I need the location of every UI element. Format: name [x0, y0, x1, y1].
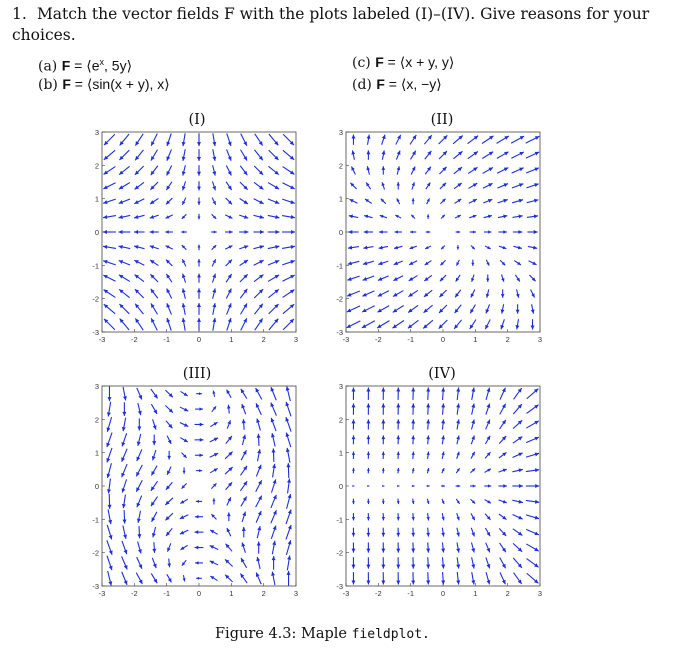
plot-frame: [346, 132, 540, 332]
choice-equation-rest: , 5y⟩: [104, 57, 133, 74]
x-tick-label: 1: [473, 589, 478, 598]
x-tick-label: 2: [261, 589, 266, 598]
x-tick-label: -1: [163, 589, 171, 598]
plot-title-IV: (IV): [428, 366, 456, 382]
choice-equation: = ⟨x + y, y⟩: [383, 54, 455, 70]
choice-label: (c): [352, 55, 371, 71]
x-tick-label: -1: [407, 335, 415, 344]
y-tick-label: 1: [338, 448, 343, 458]
x-tick-label: 2: [261, 335, 266, 344]
x-tick-label: 3: [293, 589, 299, 598]
y-tick-label: 1: [94, 448, 99, 458]
y-tick-label: 1: [338, 194, 343, 204]
x-tick-label: 2: [505, 589, 510, 598]
y-tick-label: 0: [338, 482, 343, 491]
y-tick-label: -3: [92, 328, 99, 337]
y-tick-label: -1: [336, 515, 343, 525]
problem-statement: [12, 4, 692, 46]
y-tick-label: 3: [94, 382, 99, 391]
choice-equation: = ⟨x, −y⟩: [384, 76, 442, 92]
y-tick-label: -1: [336, 261, 343, 271]
x-tick-label: 3: [537, 335, 543, 344]
x-tick-label: 0: [196, 335, 202, 344]
y-tick-label: 0: [94, 228, 99, 237]
y-tick-label: -2: [92, 294, 99, 304]
x-tick-label: 3: [537, 589, 543, 598]
plot-title-I: (I): [188, 112, 206, 128]
plot-title-II: (II): [430, 112, 454, 128]
choice-label: (a): [38, 58, 58, 75]
choice-superscript: x: [99, 57, 104, 67]
choice-equation: = ⟨e: [70, 57, 100, 74]
x-tick-label: -2: [130, 589, 138, 598]
choice-label: (b): [38, 77, 58, 93]
choice-d: [352, 74, 442, 96]
choice-vector: F: [375, 54, 384, 70]
y-tick-label: 3: [338, 382, 343, 391]
y-tick-label: -1: [92, 261, 99, 271]
y-tick-label: 2: [338, 415, 343, 425]
y-tick-label: 3: [94, 128, 99, 137]
plot-title-III: (III): [182, 366, 212, 382]
choice-vector: F: [376, 76, 385, 92]
problem-number: 1.: [12, 5, 27, 23]
vector-field-plot-IV: [328, 382, 548, 610]
x-tick-label: -1: [407, 589, 415, 598]
x-tick-label: -2: [374, 589, 382, 598]
y-tick-label: 0: [338, 228, 343, 237]
x-tick-label: -1: [163, 335, 171, 344]
x-tick-label: 2: [505, 335, 510, 344]
caption-text: Figure 4.3: Maple: [215, 626, 352, 642]
figure-caption: [215, 626, 430, 642]
x-tick-label: 1: [229, 589, 234, 598]
vector-field-plot-I: [84, 128, 304, 356]
x-tick-label: 0: [440, 335, 446, 344]
x-tick-label: -2: [374, 335, 382, 344]
choice-equation: = ⟨sin(x + y), x⟩: [70, 76, 170, 92]
y-tick-label: 2: [338, 161, 343, 171]
x-tick-label: 3: [293, 335, 299, 344]
y-tick-label: 3: [338, 128, 343, 137]
x-tick-label: 0: [196, 589, 202, 598]
problem-prompt: Match the vector fields F with the plots labeled (I)–(IV). Give reasons for your choices.: [12, 5, 650, 44]
y-tick-label: -2: [336, 294, 343, 304]
vector-field-plot-III: [84, 382, 304, 610]
y-tick-label: 1: [94, 194, 99, 204]
choice-label: (d): [352, 77, 372, 93]
plot-frame: [102, 386, 296, 586]
x-tick-label: -3: [342, 589, 350, 598]
choice-c: [352, 52, 454, 74]
x-tick-label: -3: [342, 335, 350, 344]
choice-vector: F: [61, 57, 71, 74]
choice-b: [38, 74, 170, 96]
y-tick-label: -2: [92, 548, 99, 558]
vector-field-plot-II: [328, 128, 548, 356]
x-tick-label: 1: [229, 335, 234, 344]
y-tick-label: 2: [94, 161, 99, 171]
y-tick-label: -3: [336, 582, 343, 591]
x-tick-label: 1: [473, 335, 478, 344]
x-tick-label: -3: [98, 589, 106, 598]
y-tick-label: -3: [92, 582, 99, 591]
plot-frame: [102, 132, 296, 332]
y-tick-label: 2: [94, 415, 99, 425]
x-tick-label: -2: [130, 335, 138, 344]
choice-vector: F: [62, 76, 71, 92]
y-tick-label: 0: [94, 482, 99, 491]
caption-code: fieldplot.: [351, 627, 430, 642]
y-tick-label: -2: [336, 548, 343, 558]
x-tick-label: 0: [440, 589, 446, 598]
y-tick-label: -3: [336, 328, 343, 337]
y-tick-label: -1: [92, 515, 99, 525]
x-tick-label: -3: [98, 335, 106, 344]
